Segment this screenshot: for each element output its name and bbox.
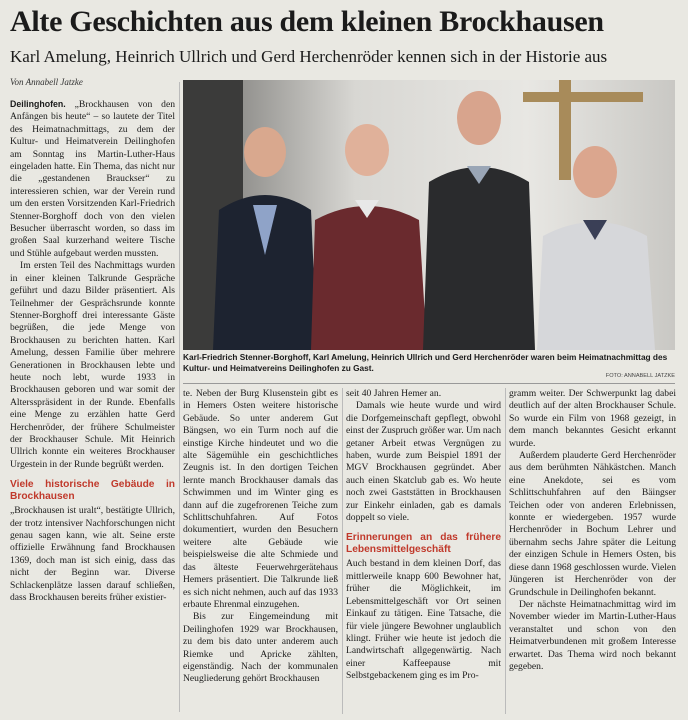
column-divider [179, 82, 180, 712]
article-paragraph: Damals wie heute wurde und wird die Dorfgemeinschaft gepflegt, obwohl einst der Zuspruch größer war. Um nach getaner Arbeit etwas Vergnügen zu haben, wurde zum Beispiel 1891 der MGV Brockhausen gegründet. Aber auch einen Skatclub gab es. Wo heute noch zwei Gaststätten in Brockhausen zur Einkehr einladen, gab es damals doppelt so viele. [346, 400, 501, 524]
group-photo-image [183, 80, 675, 350]
article-paragraph: Im ersten Teil des Nachmittags wurden in einer kleinen Talkrunde Gespräche geführt und dazu Bilder präsentiert. Als Teilnehmer der Gesprächsrunde konnte Stenner-Borghoff drei interessante Gäste begrüßen, die jede Menge von Brockhausen zu berichten hatten. Karl Amelung, dessen Familie über mehrere Generationen in Brockhausen lebte und heute noch lebt, wurde 1933 in Brockhausen geboren und war somit der Altersspräsident in der Runde. Ebenfalls eine Menge zu erzählen hatte Gerd Herchenröder, der frühere Schulmeister der Brockhauser Schule. Mit Heinrich Ullrich konnte ein weiteres Brockhauser Urgestein in der Runde begrüßt werden. [10, 260, 175, 470]
article-column-2 [183, 388, 338, 686]
article-byline: Von Annabell Jatzke [10, 77, 83, 87]
article-photo [183, 80, 675, 350]
column-divider [505, 388, 506, 714]
article-paragraph: „Brockhausen ist uralt“, bestätigte Ullrich, der trotz intensiver Nachforschungen nicht genau sagen kann, wie alt. Seine erste offizielle Erwähnung fand Brockhausen 1369, doch man ist sich einig, dass das nicht der Beginn war. Diverse Schlackenplätze lassen darauf schließen, dass Brockhausen bereits früher existier- [10, 505, 175, 604]
article-paragraph: Auch bestand in dem kleinen Dorf, das mittlerweile knapp 600 Bewohner hat, früher die Möglichkeit, im Lebensmittelgeschäft vor Ort seinen Einkauf zu tätigen. Eine Tatsache, die für viele jüngere Bewohner unglaublich klingt. Früher wie heute ist jedoch die Landwirtschaft allgegenwärtig. Nach einer Kaffeepause mit Selbstgebackenem ging es im Pro- [346, 558, 501, 682]
article-headline: Alte Geschichten aus dem kleinen Brockhausen [10, 5, 604, 38]
article-column-4 [509, 388, 676, 673]
photo-caption: Karl-Friedrich Stenner-Borghoff, Karl Amelung, Heinrich Ullrich und Gerd Herchenröder waren beim Heimatnachmittag des Kultur- und Heimatvereins Deilinghofen zu Gast. [183, 352, 668, 373]
photo-credit: FOTO: ANNABELL JATZKE [605, 373, 675, 379]
article-paragraph: te. Neben der Burg Klusenstein gibt es in Hemers Osten weitere historische Gebäude. So unter anderem Gut Bängsen, wo ein Turm noch auf die einstige Kirche hindeutet und wo die alte Sägemühle ein geschichtliches Zeugnis ist. In den dortigen Teichen lernte manch Brockhauser damals das Schwimmen und im Winter ging es dann auf die zugefrorenen Teiche zum Schlittschuhfahren. Auf Fotos dokumentiert, wurden den Besuchern weitere alte Gebäude wie beispielsweise die alte Schmiede und das älteste Feuerwehrgerätehaus Hemers präsentiert. Die Talkrunde ließ es sich nicht nehmen, auch auf das 1933 erbaute Ehrenmal einzugehen. [183, 388, 338, 610]
section-subheading: Viele historische Gebäude in Brockhausen [10, 479, 175, 503]
section-subheading: Erinnerungen an das frühere Lebensmittelgeschäft [346, 532, 501, 556]
article-paragraph: Der nächste Heimatnachmittag wird im November wieder im Martin-Luther-Haus veranstaltet und schon von den Heimatverbundenen mit großem Interesse erwartet. Das Thema wird noch bekannt gegeben. [509, 598, 676, 672]
article-subheadline: Karl Amelung, Heinrich Ullrich und Gerd Herchenröder kennen sich in der Historie aus [10, 47, 608, 66]
column-divider [342, 388, 343, 714]
article-column-1 [10, 98, 175, 604]
caption-divider [183, 383, 675, 384]
article-paragraph: gramm weiter. Der Schwerpunkt lag dabei deutlich auf der alten Brockhauser Schule. So wurde ein Film von 1968 gezeigt, in dem manch bekanntes Gesicht erkannt wurde. [509, 388, 676, 449]
article-column-3 [346, 388, 501, 683]
article-paragraph: Bis zur Eingemeindung mit Deilinghofen 1929 war Brockhausen, zu dem bis dato unter anderem auch Riemke und Apricke zählten, eigenständig. Nach der kommunalen Neugliederung gehört Brockhausen [183, 611, 338, 685]
article-paragraph: seit 40 Jahren Hemer an. [346, 388, 442, 399]
article-lead-paragraph: Deilinghofen. „Brockhausen von den Anfängen bis heute“ – so lautete der Titel des Heimatnachmittags, zu dem der Kultur- und Heimatverein Deilinghofen am Sonntag ins Martin-Luther-Haus eingeladen hatte. Ein Thema, das nicht nur die „gestandenen Brauckser“ zu interessieren schien, war der Verein rund um den ersten Vorsitzenden Karl-Friedrich Stenner-Borghoff doch von den vielen Besucher überrascht worden, so dass im großen Saal kurzerhand weitere Tische und Stühle aufgebaut werden mussten. [10, 99, 175, 259]
dateline: Deilinghofen. [10, 99, 66, 109]
article-paragraph: Außerdem plauderte Gerd Herchenröder aus dem berühmten Nähkästchen. Manch eine Anekdote, sei es vom Schlittschuhfahren auf den Bäingser Teichen oder von anderen Erlebnissen, konnte er wiedergeben. 1957 wurde Herchenröder in Bochum Lehrer und übernahm sechs Jahre später die Leitung der einzigen Schule in Hemers Osten, bis diese dann 1968 geschlossen wurde. Vielen Jüngeren ist Herchenröder von der Grundschule in Deilinghofen bekannt. [509, 450, 676, 598]
